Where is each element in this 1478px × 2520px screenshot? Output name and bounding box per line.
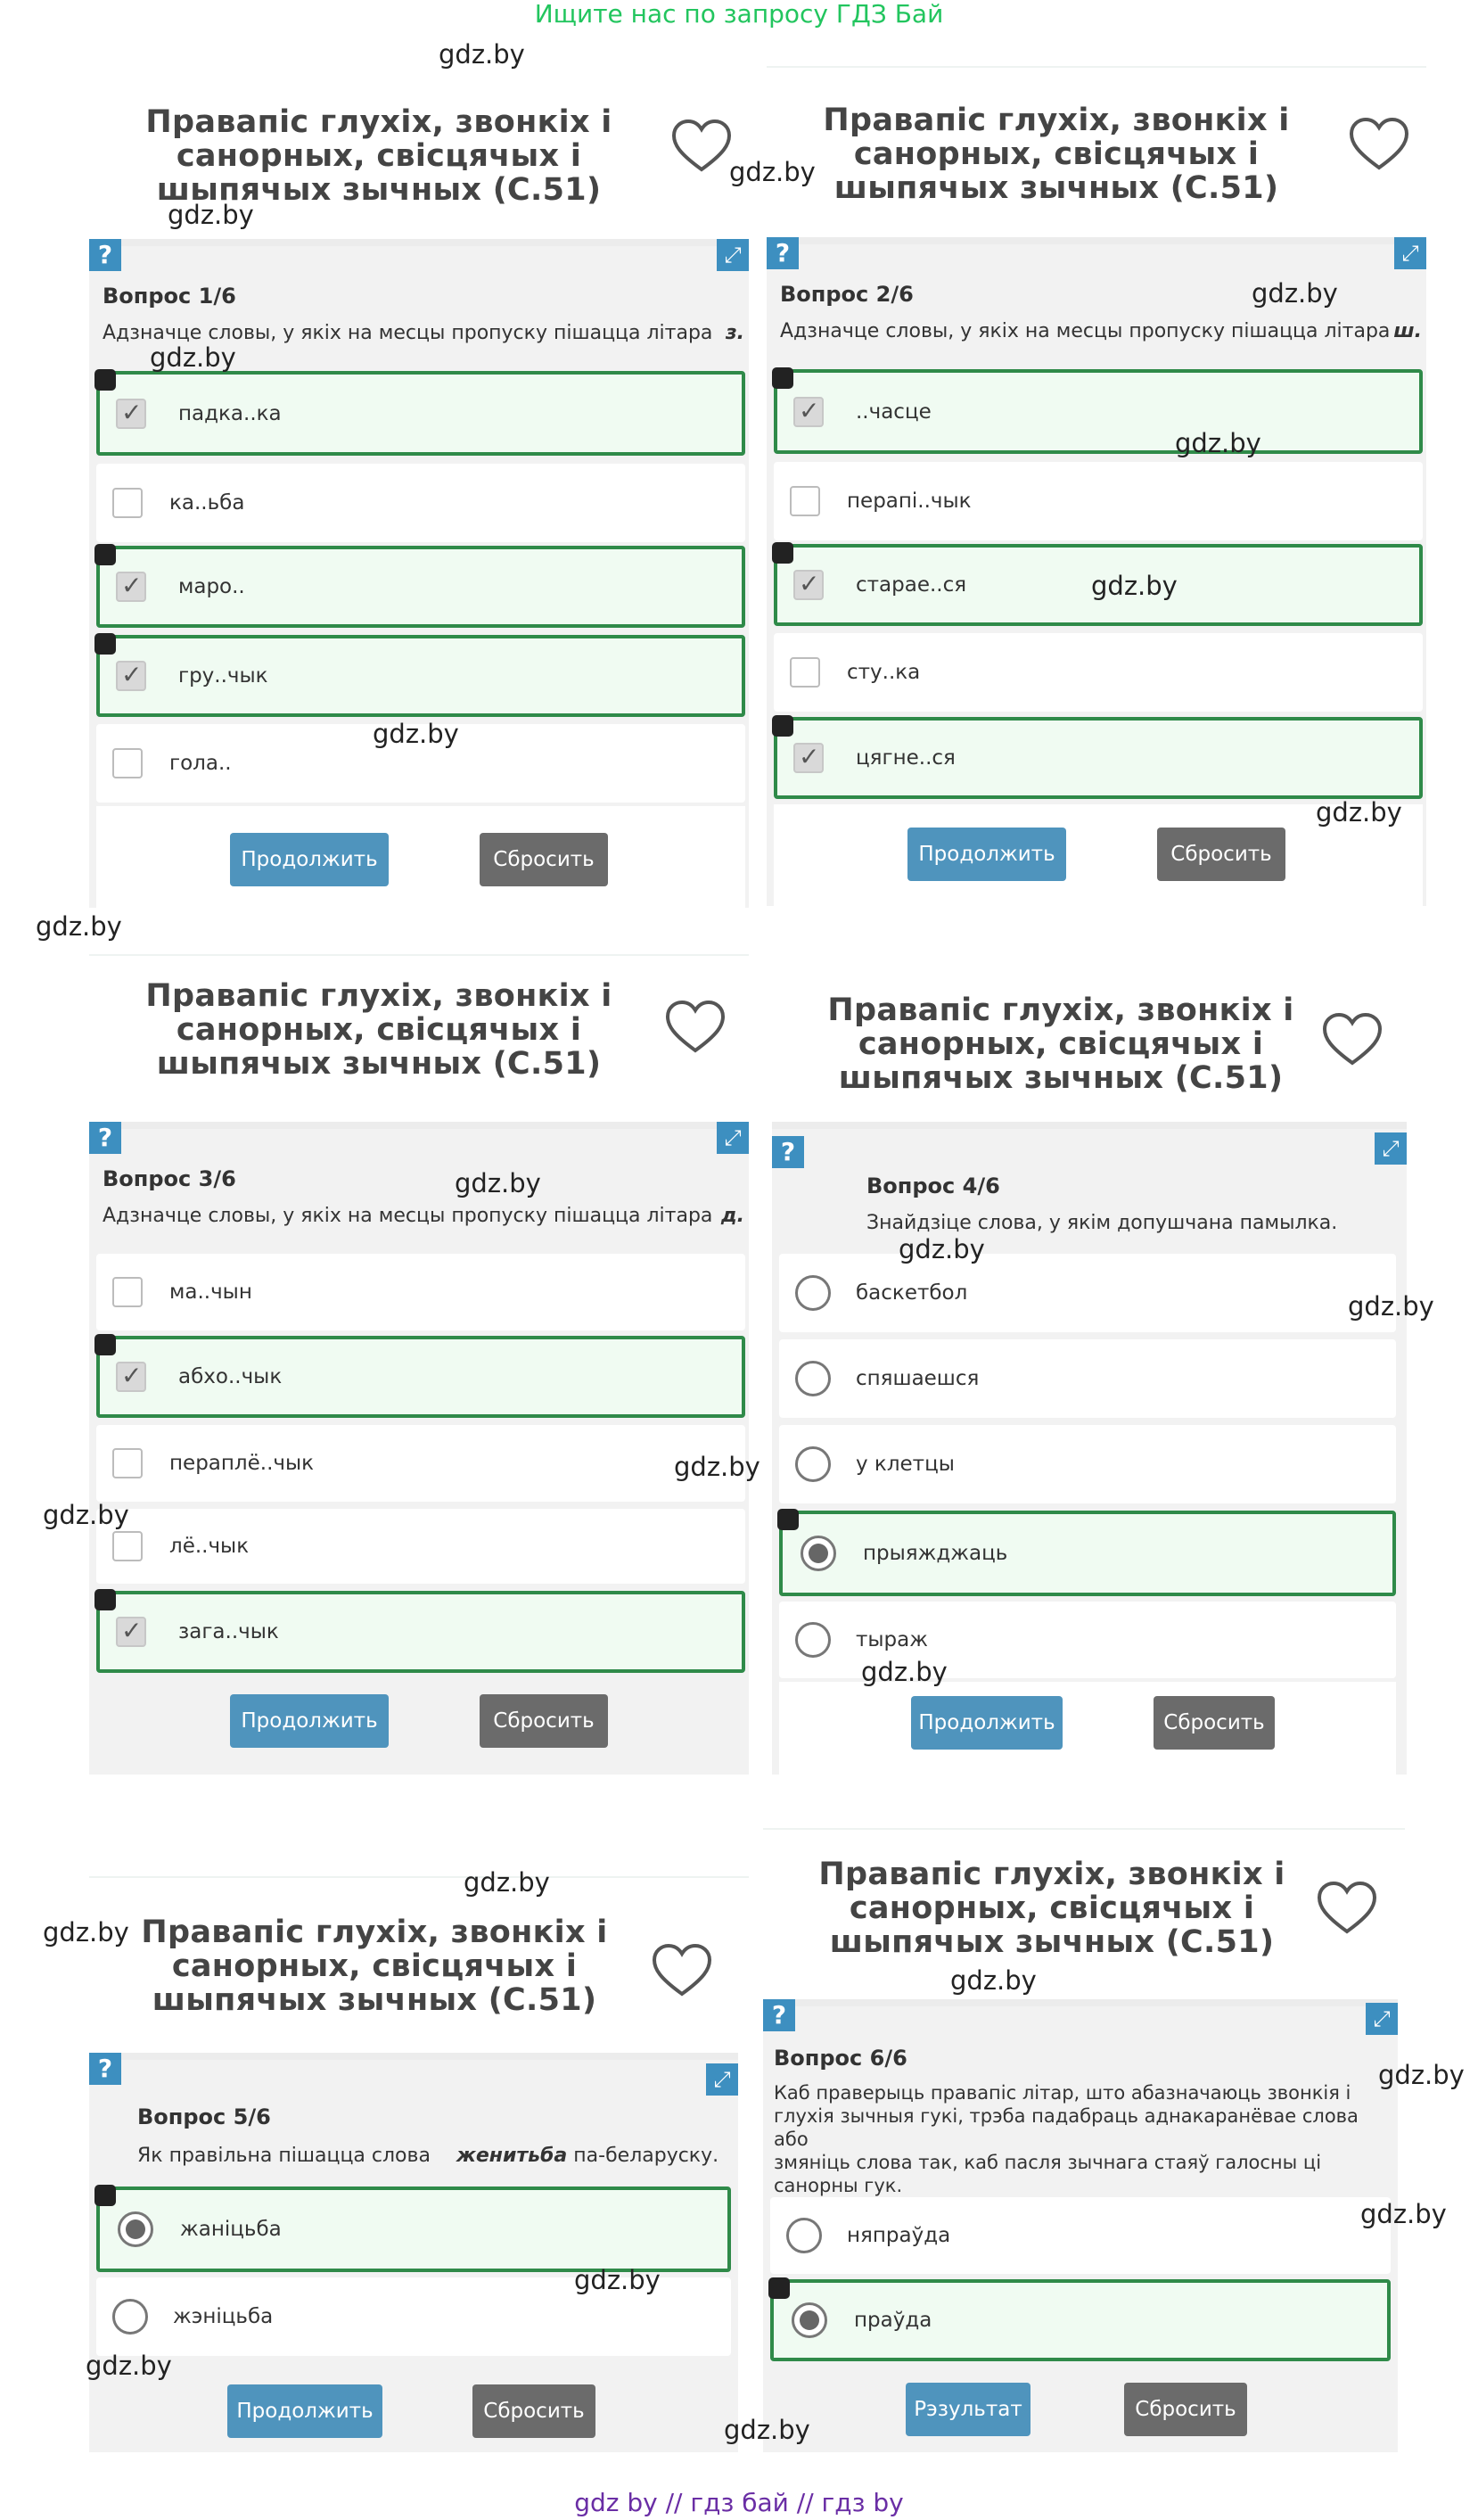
option-1[interactable] <box>96 371 745 456</box>
watermark-text: gdz.by <box>1091 571 1178 601</box>
option-label: баскетбол <box>856 1281 968 1305</box>
page-title <box>89 954 669 1106</box>
watermark-text: gdz.by <box>861 1657 948 1687</box>
question-number: Вопрос 5/6 <box>137 2104 271 2129</box>
option-3[interactable] <box>96 546 745 628</box>
option-label: гру..чык <box>178 664 268 688</box>
card-actions <box>96 806 745 908</box>
title-line-1: Правапіс глухіх, звонкіх і <box>823 103 1290 138</box>
radio-button[interactable] <box>118 2211 153 2247</box>
continue-button[interactable]: Продолжить <box>230 1694 389 1748</box>
selection-marker <box>94 544 116 565</box>
checkbox[interactable] <box>790 657 820 688</box>
reset-button[interactable]: Сбросить <box>1154 1696 1275 1750</box>
radio-button[interactable] <box>795 1446 831 1482</box>
page-title <box>767 1837 1337 1980</box>
watermark-text: gdz.by <box>724 2415 810 2445</box>
reset-button[interactable]: Сбросить <box>472 2384 595 2438</box>
title-line-3: шыпячых зычных (С.51) <box>152 1982 597 2018</box>
card-actions <box>763 2365 1398 2452</box>
expand-icon[interactable]: ⤢ <box>717 1122 749 1154</box>
continue-button[interactable]: Продолжить <box>230 833 389 886</box>
check-icon: ✓ <box>121 397 143 427</box>
checkbox[interactable] <box>112 748 143 778</box>
checkbox[interactable] <box>116 399 146 429</box>
continue-button[interactable]: Продолжить <box>907 828 1066 881</box>
option-1[interactable] <box>96 1254 745 1330</box>
checkbox[interactable] <box>112 1531 143 1561</box>
question-letter: д. <box>720 1205 744 1227</box>
question-text-line: змяніць слова так, каб пасля зычнага стаяў галосны ці <box>774 2152 1322 2173</box>
question-text <box>137 2144 726 2169</box>
title-line-2: санорных, свісцячых і <box>858 1026 1264 1062</box>
help-icon[interactable]: ? <box>89 239 121 271</box>
option-1[interactable] <box>770 2197 1391 2274</box>
option-label: перапі..чык <box>847 490 972 513</box>
selection-marker <box>94 1334 116 1355</box>
question-word: женитьба <box>456 2145 568 2167</box>
check-icon: ✓ <box>799 742 820 771</box>
watermark-text: gdz.by <box>43 1917 129 1948</box>
watermark-text: gdz.by <box>1175 428 1261 458</box>
watermark-text: gdz.by <box>36 911 122 942</box>
heart-icon[interactable] <box>670 116 733 178</box>
option-5[interactable] <box>774 717 1423 799</box>
reset-button[interactable]: Сбросить <box>480 1694 608 1748</box>
radio-button[interactable] <box>801 1536 836 1571</box>
option-label: спяшаешся <box>856 1367 980 1390</box>
reset-button[interactable]: Сбросить <box>480 833 608 886</box>
question-text-main: Адзначце словы, у якіх на месцы пропуску пішацца літара <box>103 1205 713 1227</box>
page-title <box>767 78 1346 230</box>
option-label: лё..чык <box>169 1535 250 1558</box>
option-1[interactable] <box>96 2186 731 2272</box>
watermark-text: gdz.by <box>168 200 254 230</box>
heart-icon[interactable] <box>664 997 727 1059</box>
title-line-3: шыпячых зычных (С.51) <box>156 172 602 208</box>
title-line-3: шыпячых зычных (С.51) <box>838 1060 1284 1096</box>
watermark-text: gdz.by <box>455 1168 541 1198</box>
help-icon[interactable]: ? <box>89 2053 121 2085</box>
quiz-card-1 <box>89 239 749 908</box>
title-line-3: шыпячых зычных (С.51) <box>833 170 1279 206</box>
title-line-3: шыпячых зычных (С.51) <box>829 1924 1275 1960</box>
question-number: Вопрос 3/6 <box>103 1166 236 1191</box>
option-label: цягне..ся <box>856 746 956 770</box>
option-5[interactable] <box>96 1591 745 1673</box>
question-number: Вопрос 4/6 <box>866 1174 1000 1198</box>
option-4[interactable] <box>779 1511 1396 1596</box>
option-label: жэніцьба <box>173 2305 274 2328</box>
page-title <box>89 1890 660 2042</box>
title-line-1: Правапіс глухіх, звонкіх і <box>145 978 612 1014</box>
option-2[interactable] <box>770 2279 1391 2361</box>
question-text-main: Як правільна пішацца слова <box>137 2145 431 2167</box>
question-number: Вопрос 6/6 <box>774 2046 907 2071</box>
checkbox[interactable] <box>116 1362 146 1392</box>
title-line-2: санорных, свісцячых і <box>849 1890 1255 1926</box>
selection-marker <box>768 2277 790 2299</box>
selection-marker <box>772 542 793 564</box>
watermark-text: gdz.by <box>950 1965 1037 1996</box>
card-actions <box>89 2363 738 2452</box>
check-icon: ✓ <box>121 1616 143 1645</box>
watermark-text: gdz.by <box>674 1452 760 1482</box>
checkbox[interactable] <box>793 397 824 427</box>
radio-button[interactable] <box>786 2218 822 2253</box>
title-line-1: Правапіс глухіх, звонкіх і <box>145 104 612 140</box>
title-line-2: санорных, свісцячых і <box>176 1012 582 1048</box>
check-icon: ✓ <box>121 1361 143 1390</box>
question-text-main: Адзначце словы, у якіх на месцы пропуску пішацца літара <box>103 322 713 344</box>
question-text-line: Каб праверыць правапіс літар, што абазначаюць звонкія і <box>774 2082 1351 2104</box>
option-label: тыраж <box>856 1628 928 1651</box>
checkbox[interactable] <box>112 488 143 518</box>
option-label: маро.. <box>178 575 245 598</box>
expand-icon[interactable]: ⤢ <box>706 2063 738 2096</box>
option-label: праўда <box>854 2309 932 2332</box>
expand-icon[interactable]: ⤢ <box>1394 237 1426 269</box>
watermark-text: gdz.by <box>43 1500 129 1530</box>
radio-dot-icon <box>800 2310 819 2330</box>
help-icon[interactable]: ? <box>89 1122 121 1154</box>
card-actions <box>89 1676 749 1775</box>
help-icon[interactable]: ? <box>763 1999 795 2031</box>
check-icon: ✓ <box>799 395 820 425</box>
help-icon[interactable]: ? <box>767 237 799 269</box>
option-label: ма..чын <box>169 1281 252 1304</box>
radio-dot-icon <box>126 2219 145 2239</box>
option-label: падка..ка <box>178 401 282 425</box>
selection-marker <box>94 2185 116 2206</box>
selection-marker <box>772 715 793 737</box>
selection-marker <box>772 367 793 389</box>
checkbox[interactable] <box>112 1277 143 1307</box>
search-hint-link[interactable]: Ищите нас по запросу ГДЗ Бай <box>534 0 944 29</box>
radio-button[interactable] <box>795 1361 831 1396</box>
reset-button[interactable]: Сбросить <box>1157 828 1285 881</box>
option-label: пераплё..чык <box>169 1452 315 1475</box>
continue-button[interactable]: Продолжить <box>227 2384 382 2438</box>
title-line-2: санорных, свісцячых і <box>176 138 582 174</box>
divider <box>763 1828 1405 1830</box>
watermark-text: gdz.by <box>1316 797 1402 828</box>
expand-icon[interactable]: ⤢ <box>717 239 749 271</box>
divider <box>767 66 1426 68</box>
option-label: жаніцьба <box>180 2218 282 2241</box>
result-button[interactable]: Рэзультат <box>906 2383 1030 2436</box>
heart-icon[interactable] <box>1321 1009 1384 1072</box>
checkbox[interactable] <box>793 743 824 773</box>
question-letter: з. <box>725 322 744 344</box>
checkbox[interactable] <box>116 572 146 602</box>
selection-marker <box>777 1509 799 1530</box>
title-line-1: Правапіс глухіх, звонкіх і <box>818 1857 1285 1892</box>
option-1[interactable] <box>779 1254 1396 1332</box>
question-text <box>780 319 1422 344</box>
check-icon: ✓ <box>799 569 820 598</box>
question-text <box>103 1204 744 1229</box>
option-label: сту..ка <box>847 661 921 684</box>
option-2[interactable] <box>96 1336 745 1418</box>
question-letter: ш. <box>1393 320 1422 342</box>
option-label: ка..ьба <box>169 491 245 515</box>
option-3[interactable] <box>779 1425 1396 1503</box>
heart-icon[interactable] <box>1316 1878 1378 1940</box>
option-3[interactable] <box>96 1425 745 1502</box>
title-line-2: санорных, свісцячых і <box>853 136 1260 172</box>
option-4[interactable] <box>96 635 745 717</box>
selection-marker <box>94 633 116 655</box>
divider <box>89 1876 749 1878</box>
heart-icon[interactable] <box>651 1940 713 2003</box>
option-label: прыяжджаць <box>863 1542 1008 1565</box>
radio-button[interactable] <box>112 2299 148 2335</box>
option-label: ..часце <box>856 399 932 424</box>
question-text-line: глухія зычныя гукі, трэба падабраць аднакаранёвае слова або <box>774 2105 1359 2150</box>
heart-icon[interactable] <box>1348 114 1410 177</box>
watermark-text: gdz.by <box>373 719 459 749</box>
question-text-line: санорны гук. <box>774 2175 903 2196</box>
question-text-main: Адзначце словы, у якіх на месцы пропуску пішацца літара <box>780 320 1391 342</box>
question-text <box>774 2081 1389 2197</box>
watermark-text: gdz.by <box>574 2265 661 2295</box>
selection-marker <box>94 369 116 391</box>
watermark-text: gdz.by <box>1252 278 1338 309</box>
watermark-text: gdz.by <box>1348 1291 1434 1322</box>
option-label: няпраўда <box>847 2224 951 2247</box>
continue-button[interactable]: Продолжить <box>911 1696 1063 1750</box>
option-label: у клетцы <box>856 1453 955 1476</box>
checkbox[interactable] <box>116 1617 146 1647</box>
watermark-text: gdz.by <box>899 1234 985 1264</box>
option-4[interactable] <box>96 1509 745 1584</box>
option-4[interactable] <box>774 633 1423 712</box>
option-label: старае..ся <box>856 573 967 597</box>
checkbox[interactable] <box>112 1448 143 1478</box>
check-icon: ✓ <box>121 660 143 689</box>
title-line-1: Правапіс глухіх, звонкіх і <box>827 992 1294 1028</box>
watermark-text: gdz.by <box>729 157 816 187</box>
watermark-text: gdz.by <box>1360 2199 1447 2229</box>
quiz-card-5 <box>89 2053 738 2452</box>
page-title <box>776 968 1346 1120</box>
help-icon[interactable]: ? <box>772 1136 804 1168</box>
expand-icon[interactable]: ⤢ <box>1375 1132 1407 1165</box>
checkbox[interactable] <box>790 486 820 516</box>
checkbox[interactable] <box>116 661 146 691</box>
check-icon: ✓ <box>121 571 143 600</box>
option-label: абхо..чык <box>178 1365 283 1388</box>
title-line-3: шыпячых зычных (С.51) <box>156 1046 602 1082</box>
option-2[interactable] <box>779 1339 1396 1418</box>
watermark-text: gdz.by <box>86 2351 172 2381</box>
option-2[interactable] <box>774 462 1423 540</box>
card-actions <box>779 1682 1396 1775</box>
option-1[interactable] <box>774 369 1423 454</box>
watermark-text: gdz.by <box>439 39 525 70</box>
option-label: гола.. <box>169 752 232 775</box>
radio-button[interactable] <box>795 1275 831 1311</box>
watermark-text: gdz.by <box>1378 2060 1465 2090</box>
checkbox[interactable] <box>793 570 824 600</box>
radio-button[interactable] <box>795 1622 831 1658</box>
quiz-card-3 <box>89 1122 749 1775</box>
quiz-card-6 <box>763 1999 1398 2452</box>
question-text-end: па-беларуску. <box>573 2145 719 2167</box>
option-label: зага..чык <box>178 1620 279 1643</box>
watermark-text: gdz.by <box>464 1867 550 1898</box>
radio-button[interactable] <box>792 2302 827 2338</box>
footer-links[interactable]: gdz by // гдз бай // гдз by <box>574 2488 904 2517</box>
radio-dot-icon <box>809 1544 828 1563</box>
title-line-2: санорных, свісцячых і <box>171 1948 578 1984</box>
selection-marker <box>94 1589 116 1610</box>
expand-icon[interactable]: ⤢ <box>1366 2003 1398 2035</box>
watermark-text: gdz.by <box>150 342 236 373</box>
question-text: Знайдзіце слова, у якім допушчана памылка. <box>866 1212 1338 1234</box>
question-number: Вопрос 1/6 <box>103 284 236 309</box>
title-line-1: Правапіс глухіх, звонкіх і <box>141 1915 608 1950</box>
question-number: Вопрос 2/6 <box>780 282 914 307</box>
reset-button[interactable]: Сбросить <box>1124 2383 1247 2436</box>
option-2[interactable] <box>96 464 745 542</box>
